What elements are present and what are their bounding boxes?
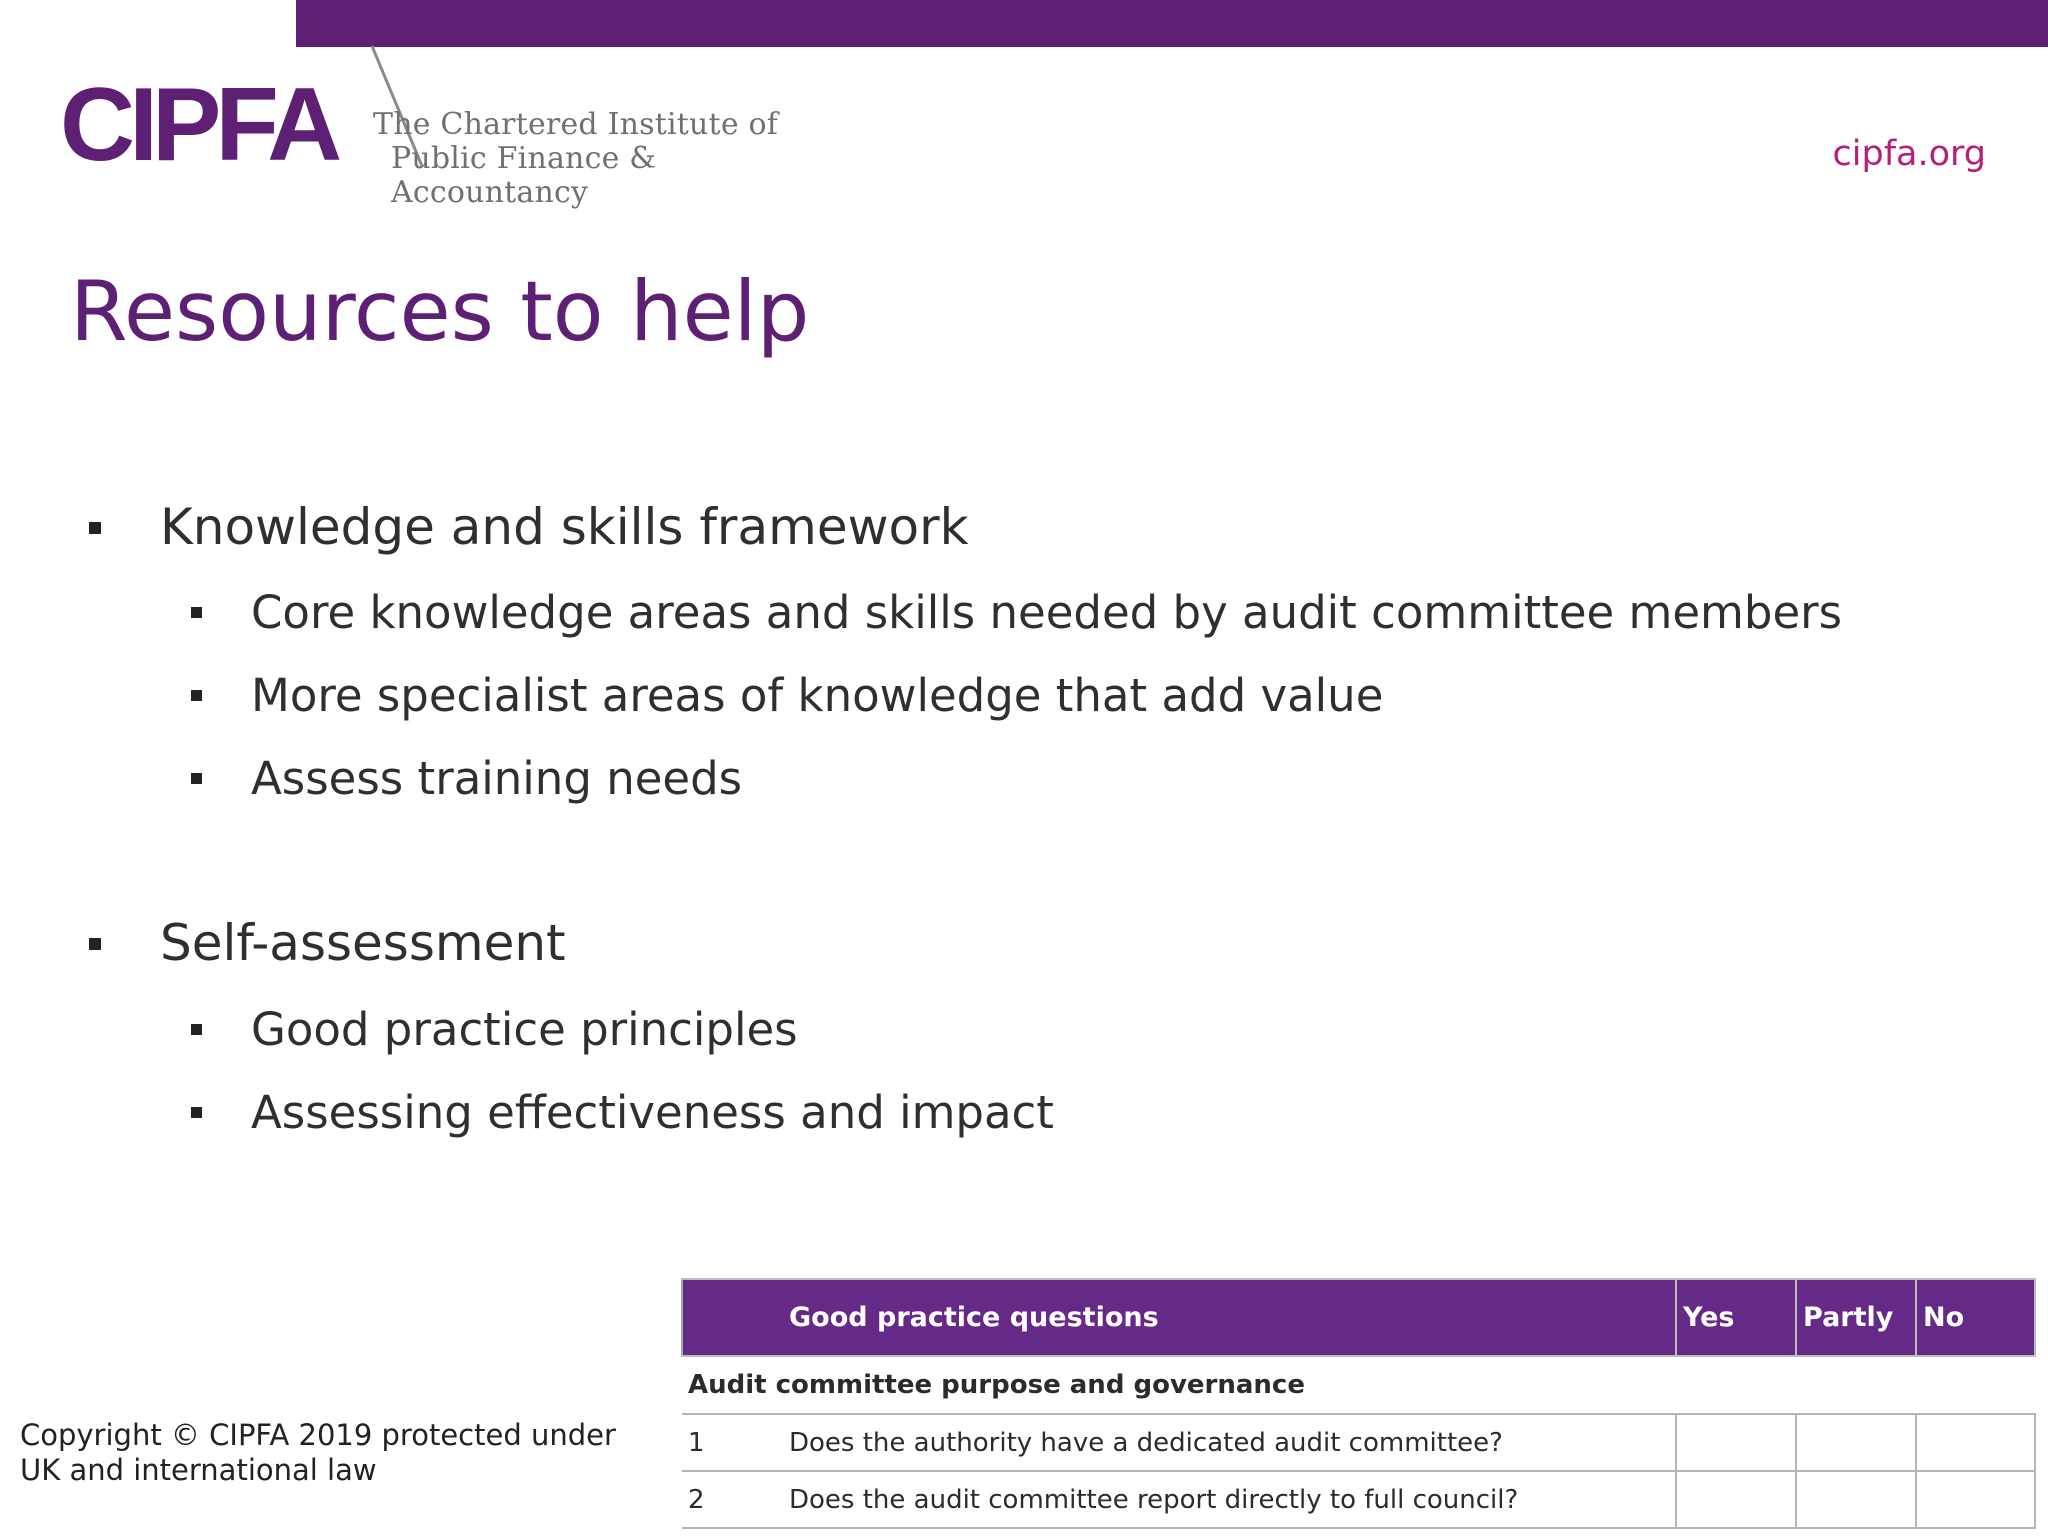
row-question: Does the authority have a dedicated audit committee? (783, 1414, 1676, 1471)
copyright-line-2: UK and international law (20, 1453, 377, 1487)
copyright-notice (20, 1418, 660, 1488)
cipfa-wordmark (60, 67, 350, 194)
table-header-no: No (1916, 1279, 2035, 1356)
row-question: Does the audit committee report directly to full council? (783, 1471, 1676, 1528)
sub-bullet-marker (191, 1107, 202, 1118)
row-yes-cell[interactable] (1676, 1414, 1796, 1471)
logo-tagline (373, 108, 840, 210)
bullet-self-assessment: Self-assessment (160, 914, 566, 972)
table-header-number (682, 1279, 783, 1356)
table-header-partly: Partly (1796, 1279, 1916, 1356)
row-number: 1 (682, 1414, 783, 1471)
tagline-line-2: Public Finance & Accountancy (391, 141, 657, 210)
row-no-cell[interactable] (1916, 1414, 2035, 1471)
sub-bullet-marker (191, 773, 202, 784)
site-link[interactable]: cipfa.org (1832, 134, 1986, 174)
sub-bullet-item: Good practice principles (251, 1003, 798, 1056)
bullet-marker (89, 522, 101, 534)
logo-divider (372, 46, 373, 47)
row-partly-cell[interactable] (1796, 1414, 1916, 1471)
bullet-knowledge-skills: Knowledge and skills framework (160, 498, 969, 556)
sub-bullet-marker (191, 690, 202, 701)
tagline-line-1: The Chartered Institute of (373, 107, 779, 142)
table-section-label: Audit committee purpose and governance (682, 1356, 2035, 1414)
row-yes-cell[interactable] (1676, 1471, 1796, 1528)
table-header-yes: Yes (1676, 1279, 1796, 1356)
sub-bullet-item: More specialist areas of knowledge that add value (251, 669, 1384, 722)
cipfa-logo (60, 44, 840, 210)
row-partly-cell[interactable] (1796, 1471, 1916, 1528)
sub-bullet-item: Assessing effectiveness and impact (251, 1086, 1054, 1139)
good-practice-table (681, 1278, 2036, 1529)
table-header-row (682, 1279, 2035, 1356)
sub-bullet-item: Core knowledge areas and skills needed by audit committee members (251, 586, 1843, 639)
table-row (682, 1471, 2035, 1528)
sub-bullet-marker (191, 1024, 202, 1035)
row-no-cell[interactable] (1916, 1471, 2035, 1528)
header-band (296, 0, 2048, 47)
bullet-marker (89, 938, 101, 950)
sub-bullet-item: Assess training needs (251, 752, 743, 805)
table-row (682, 1414, 2035, 1471)
page-title: Resources to help (70, 263, 810, 360)
cipfa-logo-text: CIPFA (60, 67, 337, 183)
copyright-line-1: Copyright © CIPFA 2019 protected under (20, 1418, 616, 1452)
row-number: 2 (682, 1471, 783, 1528)
table-header-questions: Good practice questions (783, 1279, 1676, 1356)
table-section-row (682, 1356, 2035, 1414)
sub-bullet-marker (191, 607, 202, 618)
